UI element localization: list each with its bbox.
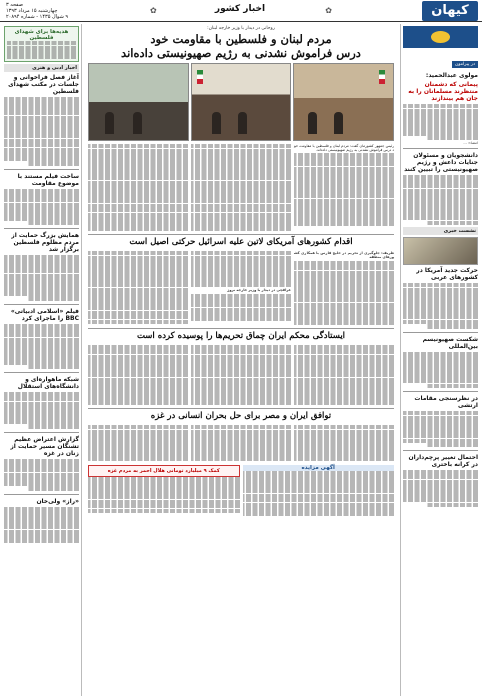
announcement-box [4, 26, 79, 62]
news-item-title: فیلم «اسلامی ادبیاتی» BBC را ماجرای کرد [10, 307, 79, 322]
article-body [403, 175, 478, 225]
news-photo [88, 63, 189, 141]
article-body [403, 470, 478, 506]
author-line: امضاء: ... [463, 140, 478, 145]
article-columns [88, 251, 394, 326]
article-subtitle: ظریف: جلوگیری از تحریم در خلیج فارس با همکاری کشورهای منطقه [294, 250, 394, 260]
ornament-icon: ✿ [325, 6, 332, 15]
page-number: صفحه ۳ [6, 2, 23, 8]
article-body [4, 97, 79, 165]
issue-info [6, 2, 94, 20]
article-photo [403, 237, 478, 265]
issue-number: ۹ شوال ۱۴۳۵ - شماره ۲۰۸۹۴ [6, 14, 69, 20]
section-badge: در پیرامون [452, 61, 478, 68]
article-body [88, 144, 188, 231]
news-section-heading: اخبار ادبی و هنری [4, 64, 79, 72]
article-body [403, 283, 478, 329]
article-body [4, 189, 79, 225]
article-body [294, 251, 394, 326]
article-columns [88, 345, 394, 405]
ornament-icon: ✿ [150, 6, 157, 15]
red-news-box [88, 465, 240, 517]
news-photo [191, 63, 292, 141]
headline-kicker: روحانی در دیدار با وزیر خارجه لبنان: [207, 26, 275, 31]
article-body [191, 144, 291, 231]
news-photo [293, 63, 394, 141]
article-headline: اقدام کشورهای آمریکای لاتین علیه اسرائیل حرکتی اصیل است [88, 234, 394, 248]
announcement-title: هدیه‌ها برای شهدای فلسطین [14, 29, 69, 41]
column-logo [403, 26, 478, 48]
news-item-title: «راز» ولی‌خان [36, 497, 79, 505]
photo-strip [88, 63, 394, 141]
article-title: شکست صهیونیسم بین‌المللی [422, 335, 478, 350]
highlight-title: کمک ۹ میلیارد تومانی هلال احمر به مردم غزه [107, 467, 220, 474]
article-headline: توافق ایران و مصر برای حل بحران انسانی در غزه [88, 408, 394, 422]
article-body [4, 324, 79, 370]
article-body [4, 255, 79, 301]
article-body [403, 352, 478, 388]
left-column [2, 24, 82, 696]
article-body [4, 459, 79, 491]
main-column [86, 24, 396, 696]
news-item-title: همایش بزرگ حمایت از مردم مظلوم فلسطین برگزار شد [11, 232, 79, 254]
article-subtitle: عراقچی در دیدار با وزیر خارجه نروژ [227, 287, 291, 292]
article-body [88, 345, 188, 405]
article-title: مولوی عبدالحمید: [425, 72, 478, 79]
article-body [191, 425, 291, 462]
article-title: احتمال تغییر پرچم‌داران در کرانه باختری [408, 454, 478, 469]
right-column [400, 24, 480, 696]
article-title: حرکت جدید آمریکا در کشورهای عربی [416, 267, 478, 281]
news-item-title: ساخت فیلم مستند با موضوع مقاومت [17, 172, 79, 187]
issue-date: چهارشنبه ۱۵ مرداد ۱۳۹۳ [6, 8, 58, 14]
bottom-section [88, 465, 394, 517]
main-headline-line2: درس فراموش نشدنی به رژیم صهیونیستی داده‌اند [121, 46, 361, 60]
masthead [0, 0, 482, 22]
news-item-title: آغاز فصل فراخوانی و جلسات در مکتب شهدای فلسطین [8, 74, 79, 96]
article-body [403, 411, 478, 447]
article-body [191, 345, 291, 405]
section-title: اخبار کشور [214, 4, 266, 14]
lead-text: رئیس جمهور کشورمان گفت: مردم لبنان و فلسطین با مقاومت خود درس فراموش نشدنی به رژیم صهیونیستی داده‌اند. [294, 144, 394, 153]
article-columns [88, 425, 394, 462]
article-title: در نظرسنجی مقامات ارتشی [414, 395, 478, 410]
article-body [294, 345, 394, 405]
news-item-title: شبکه ماهواره‌ای و دانشگاه‌های استقلال [17, 376, 79, 391]
main-headline: مردم لبنان و فلسطین با مقاومت خود [150, 32, 332, 46]
article-body [294, 425, 394, 462]
article-body [88, 477, 240, 513]
article-title: پیمانی که دشمنان منتظرند مسلمانان را به جان هم بیندازند [408, 81, 478, 102]
ad-label: آگهی مزایده [243, 465, 395, 471]
article-body [403, 104, 478, 140]
auction-ad [243, 465, 395, 517]
highlight-box [88, 465, 240, 477]
article-body [4, 507, 79, 543]
article-body [191, 251, 291, 326]
ad-body [243, 471, 395, 517]
article-body [294, 144, 394, 231]
announcement-body [7, 41, 76, 59]
article-body [88, 251, 188, 326]
lead-columns [88, 144, 394, 231]
article-body [88, 425, 188, 462]
article-title: دانشجویان و مسئولان جنایات داعش و رژیم صهیونیستی را تبیین کنند [404, 151, 478, 173]
news-item-title: گزارش اعتراض عظیم تشنگان مسیر حمایت از زنان در غزه [10, 435, 79, 457]
article-headline: ایستادگی محکم ایران چماق تحریم‌ها را پوسیده کرده است [88, 328, 394, 342]
box-heading: نشست خبری [403, 227, 478, 235]
article-body [4, 392, 79, 428]
newspaper-logo: کیهان [422, 1, 478, 21]
